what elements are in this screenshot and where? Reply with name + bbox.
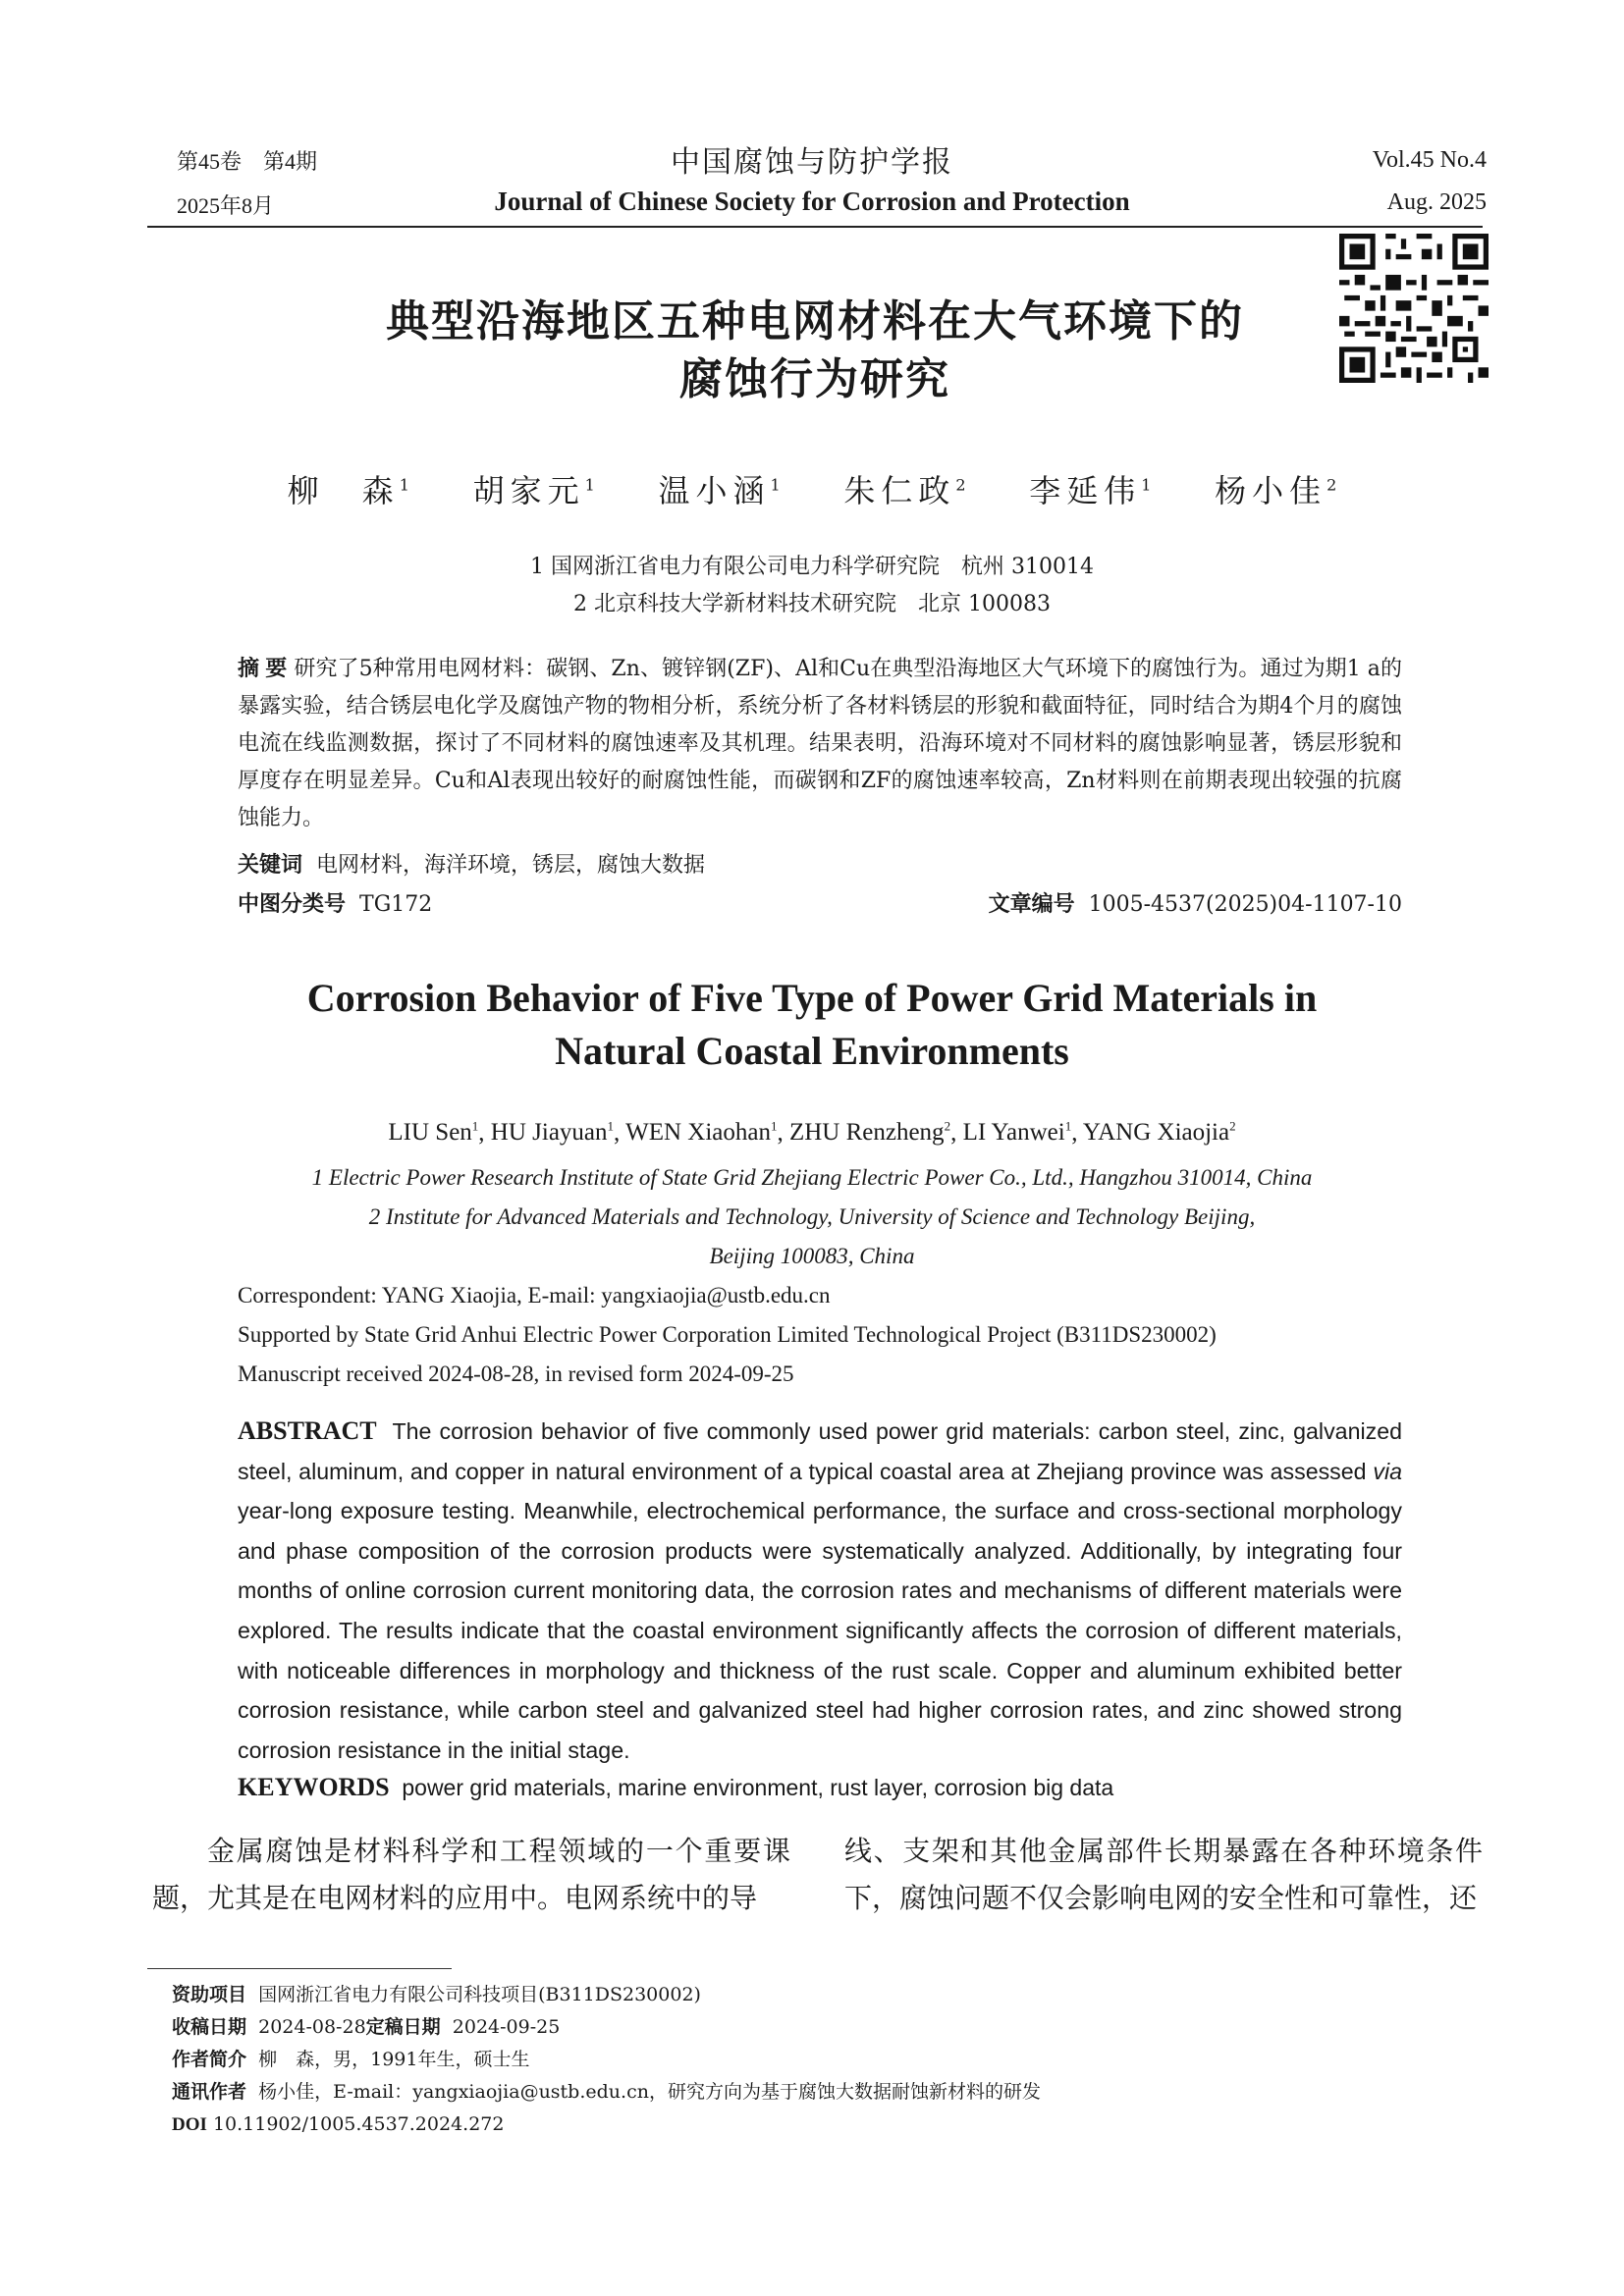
volume-issue-cn: 第45卷 第4期 <box>177 149 318 174</box>
paper-title-cn <box>324 293 1306 409</box>
footnote-doi: DOI 10.11902/1005.4537.2024.272 <box>172 2113 505 2135</box>
body-column-right: 线、支架和其他金属部件长期暴露在各种环境条件下，腐蚀问题不仅会影响电网的安全性和可靠性，还 <box>844 1835 1483 1914</box>
title-cn-line-2: 腐蚀行为研究 <box>679 354 950 405</box>
author-cn: 李延伟$^1$ <box>1029 472 1152 509</box>
article-number-value: 1005-4537(2025)04-1107-10 <box>1088 892 1402 917</box>
classification-value: TG172 <box>359 892 433 917</box>
author-list-en: LIU Sen$^1$, HU Jiayuan$^1$, WEN Xiaohan$^1$, ZHU Renzheng$^2$, LI Yanwei$^1$, YANG Xiaojia$^2$ <box>388 1119 1236 1147</box>
title-en-line-1: Corrosion Behavior of Five Type of Power Grid Materials in <box>306 976 1318 1020</box>
abstract-en <box>238 1412 1402 1770</box>
date-cn: 2025年8月 <box>177 193 275 218</box>
author-list-cn <box>0 466 1624 511</box>
classification-row <box>238 887 1402 918</box>
author-cn: 柳 森$^1$ <box>287 472 409 509</box>
author-cn: 朱仁政$^2$ <box>843 472 966 509</box>
correspondent: Correspondent: YANG Xiaojia, E-mail: yangxiaojia@ustb.edu.cn <box>238 1283 831 1308</box>
author-en: HU Jiayuan$^1$ <box>490 1119 615 1147</box>
abstract-en-text-1: The corrosion behavior of five commonly used power grid materials: carbon steel, zinc, galvanized steel, aluminum, and copper in natural environment of a typical coastal area at Zhejiang province was assessed <box>238 1418 1403 1484</box>
abstract-cn <box>238 650 1402 837</box>
article-number-label: 文章编号 <box>988 891 1075 916</box>
abstract-en-label: ABSTRACT <box>238 1416 377 1445</box>
author-cn: 温小涵$^1$ <box>658 472 781 509</box>
affiliation-cn-1: 1 国网浙江省电力有限公司电力科学研究院 杭州 310014 <box>530 555 1094 579</box>
paper-title-en <box>0 972 1624 1078</box>
abstract-en-italic: via <box>1373 1458 1402 1484</box>
affiliations-en <box>0 1158 1624 1276</box>
doi-link[interactable]: 10.11902/1005.4537.2024.272 <box>212 2113 505 2135</box>
author-en: WEN Xiaohan$^1$ <box>625 1119 778 1147</box>
keywords-en <box>238 1773 1416 1802</box>
journal-name-cn: 中国腐蚀与防护学报 <box>671 146 953 179</box>
volume-issue-en: Vol.45 No.4 <box>1372 147 1487 173</box>
title-en-line-2: Natural Coastal Environments <box>555 1029 1069 1073</box>
author-cn: 胡家元$^1$ <box>472 472 595 509</box>
abstract-cn-text: 研究了5种常用电网材料：碳钢、Zn、镀锌钢(ZF)、Al和Cu在典型沿海地区大气环境下的腐蚀行为。通过为期1 a的暴露实验，结合锈层电化学及腐蚀产物的物相分析，系统分析了各材料锈层的形貌和截面特征，同时结合为期4个月的腐蚀电流在线监测数据，探讨了不同材料的腐蚀速率及其机理。结果表明，沿海环境对不同材料的腐蚀影响显著，锈层形貌和厚度存在明显差异。Cu和Al表现出较好的耐腐蚀性能，而碳钢和ZF的腐蚀速率较高，Zn材料则在前期表现出较强的抗腐蚀能力。 <box>238 657 1402 830</box>
footnote-corresponding-author: 通讯作者 杨小佳，E-mail：yangxiaojia@ustb.edu.cn，研究方向为基于腐蚀大数据耐蚀新材料的研发 <box>172 2081 1041 2103</box>
keywords-en-text: power grid materials, marine environment, rust layer, corrosion big data <box>402 1775 1114 1800</box>
footnote-funding: 资助项目 国网浙江省电力有限公司科技项目(B311DS230002) <box>172 1984 701 2005</box>
author-cn: 杨小佳$^2$ <box>1215 472 1337 509</box>
abstract-cn-label: 摘 要 <box>238 656 288 680</box>
classification-label: 中图分类号 <box>238 891 347 916</box>
title-cn-line-1: 典型沿海地区五种电网材料在大气环境下的 <box>386 296 1244 347</box>
abstract-en-text-2: year-long exposure testing. Meanwhile, electrochemical performance, the surface and cross-sectional morphology and phase composition of the corrosion products were systematically analyzed. Additionally, by integrating four months of online corrosion current monitoring data, the corrosion rates and mechanisms of different materials were explored. The results indicate that the coastal environment significantly affects the corrosion of different materials, with noticeable differences in morphology and thickness of the rust scale. Copper and aluminum exhibited better corrosion resistance, while carbon steel and galvanized steel had higher corrosion rates, and zinc showed strong corrosion resistance in the initial stage. <box>238 1498 1402 1763</box>
manuscript-dates: Manuscript received 2024-08-28, in revised form 2024-09-25 <box>238 1362 794 1386</box>
affiliation-en-1: 1 Electric Power Research Institute of State Grid Zhejiang Electric Power Co., Ltd., Hangzhou 310014, China <box>311 1165 1313 1190</box>
footnote-rule <box>147 1968 452 1969</box>
keywords-cn-text: 电网材料，海洋环境，锈层，腐蚀大数据 <box>316 853 706 878</box>
funding-statement: Supported by State Grid Anhui Electric Power Corporation Limited Technological Project (B311DS230002) <box>238 1322 1217 1347</box>
keywords-cn-label: 关键词 <box>238 852 303 877</box>
header-rule <box>147 226 1483 228</box>
article-metadata-en <box>238 1276 1416 1394</box>
journal-name-en: Journal of Chinese Society for Corrosion and Protection <box>494 187 1130 216</box>
author-en: LI Yanwei$^1$ <box>962 1119 1072 1147</box>
keywords-en-label: KEYWORDS <box>238 1773 390 1801</box>
qr-code-icon <box>1339 234 1489 383</box>
author-en: YANG Xiaojia$^2$ <box>1082 1119 1236 1147</box>
body-column-left: 金属腐蚀是材料科学和工程领域的一个重要课题，尤其是在电网材料的应用中。电网系统中的导 <box>152 1835 790 1914</box>
date-en: Aug. 2025 <box>1386 189 1487 215</box>
affiliation-en-2-cont: Beijing 100083, China <box>709 1244 915 1268</box>
affiliation-en-2: 2 Institute for Advanced Materials and Technology, University of Science and Technology Beijing, <box>368 1204 1256 1229</box>
author-en: LIU Sen$^1$ <box>388 1119 479 1147</box>
author-en: ZHU Renzheng$^2$ <box>788 1119 951 1147</box>
footnote-author-bio: 作者简介 柳 森，男，1991年生，硕士生 <box>172 2049 530 2070</box>
footnotes <box>172 1979 1350 2141</box>
affiliation-cn-2: 2 北京科技大学新材料技术研究院 北京 100083 <box>573 592 1051 616</box>
keywords-cn <box>238 848 1402 879</box>
footnote-dates: 收稿日期 2024-08-28定稿日期 2024-09-25 <box>172 2016 561 2038</box>
article-number <box>989 887 1402 918</box>
